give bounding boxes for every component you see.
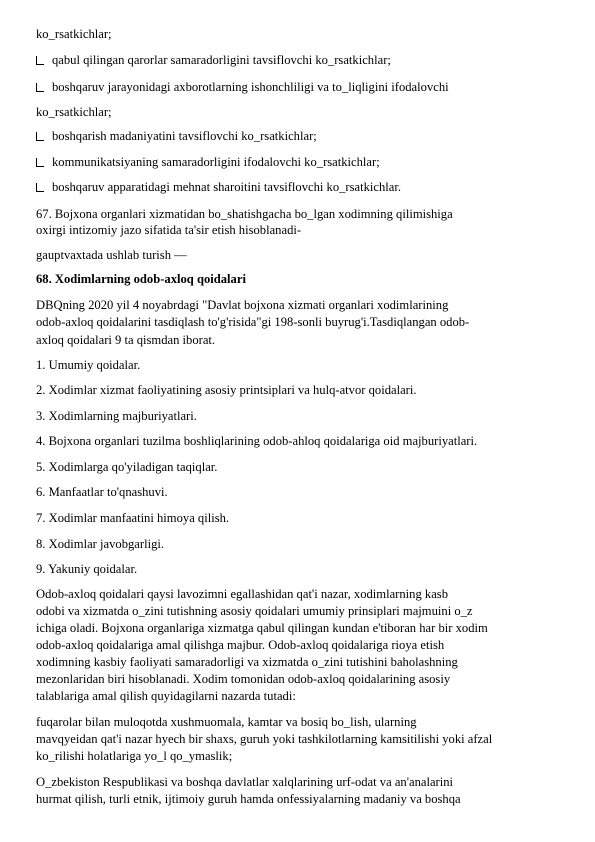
list-item: 6. Manfaatlar to'qnashuvi. [36,485,168,499]
paragraph-line: ichiga oladi. Bojxona organlariga xizmatga qabul qilingan kundan e'tiboran har bir xodim [36,621,488,635]
paragraph-line: oxirgi intizomiy jazo sifatida ta'sir etish hisoblanadi- [36,223,302,237]
paragraph-line: fuqarolar bilan muloqotda xushmuomala, kamtar va bosiq bo_lish, ularning [36,715,417,729]
paragraph-line: gauptvaxtada ushlab turish — [36,248,187,262]
paragraph-line: mavqyeidan qat'i nazar hyech bir shaxs, guruh yoki tashkilotlarning kamsitilishi yoki afzal [36,732,493,746]
bullet-text: boshqarish madaniyatini tavsiflovchi ko_rsatkichlar; [52,129,317,143]
paragraph-line: ko_rilishi holatlariga yo_l qo_ymaslik; [36,749,233,763]
paragraph-line: hurmat qilish, turli etnik, ijtimoiy guruh hamda onfessiyalarning madaniy va boshqa [36,792,461,806]
list-item: 2. Xodimlar xizmat faoliyatining asosiy printsiplari va hulq-atvor qoidalari. [36,383,417,397]
list-item: 1. Umumiy qoidalar. [36,358,141,372]
paragraph-line: axloq qoidalari 9 ta qismdan iborat. [36,333,216,347]
bullet-item [36,80,449,94]
bullet-box-icon [36,56,44,65]
paragraph-line: xodimning kasbiy faoliyati samaradorligi va xizmatda o_zini tutishini baholashning [36,655,458,669]
section-heading: 68. Xodimlarning odob-axloq qoidalari [36,272,246,286]
bullet-item [36,129,317,143]
text-line: ko_rsatkichlar; [36,105,112,119]
paragraph-line: odob-axloq qoidalariga amal qilishga majbur. Odob-axloq qoidalariga rioya etish [36,638,445,652]
paragraph-line: talablariga amal qilish quyidagilarni nazarda tutadi: [36,689,296,703]
bullet-text: boshqaruv jarayonidagi axborotlarning ishonchliligi va to_liqligini ifodalovchi [52,80,449,94]
bullet-text: boshqaruv apparatidagi mehnat sharoitini tavsiflovchi ko_rsatkichlar. [52,180,402,194]
bullet-item [36,180,401,194]
bullet-text: qabul qilingan qarorlar samaradorligini tavsiflovchi ko_rsatkichlar; [52,53,391,67]
bullet-item [36,53,391,67]
list-item: 5. Xodimlarga qo'yiladigan taqiqlar. [36,460,218,474]
list-item: 8. Xodimlar javobgarligi. [36,537,165,551]
paragraph-line: Odob-axloq qoidalari qaysi lavozimni egallashidan qat'i nazar, xodimlarning kasb [36,587,448,601]
paragraph-line: odobi va xizmatda o_zini tutishning asosiy qoidalari umumiy prinsiplari majmuini o_z [36,604,473,618]
list-item: 9. Yakuniy qoidalar. [36,562,138,576]
bullet-box-icon [36,158,44,167]
paragraph-line: O_zbekiston Respublikasi va boshqa davlatlar xalqlarining urf-odat va an'analarini [36,775,454,789]
bullet-box-icon [36,83,44,92]
text-line: ko_rsatkichlar; [36,27,112,41]
paragraph-line: 67. Bojxona organlari xizmatidan bo_shatishgacha bo_lgan xodimning qilimishiga [36,207,453,221]
bullet-item [36,155,380,169]
list-item: 3. Xodimlarning majburiyatlari. [36,409,197,423]
list-item: 7. Xodimlar manfaatini himoya qilish. [36,511,230,525]
bullet-box-icon [36,132,44,141]
paragraph-line: DBQning 2020 yil 4 noyabrdagi "Davlat bojxona xizmati organlari xodimlarining [36,298,449,312]
bullet-box-icon [36,183,44,192]
paragraph-line: odob-axloq qoidalarini tasdiqlash to'g'risida"gi 198-sonli buyrug'i.Tasdiqlangan odob- [36,315,470,329]
list-item: 4. Bojxona organlari tuzilma boshliqlarining odob-ahloq qoidalariga oid majburiyatlari. [36,434,478,448]
paragraph-line: mezonlaridan biri hisoblanadi. Xodim tomonidan odob-axloq qoidalarining asosiy [36,672,451,686]
bullet-text: kommunikatsiyaning samaradorligini ifodalovchi ko_rsatkichlar; [52,155,380,169]
